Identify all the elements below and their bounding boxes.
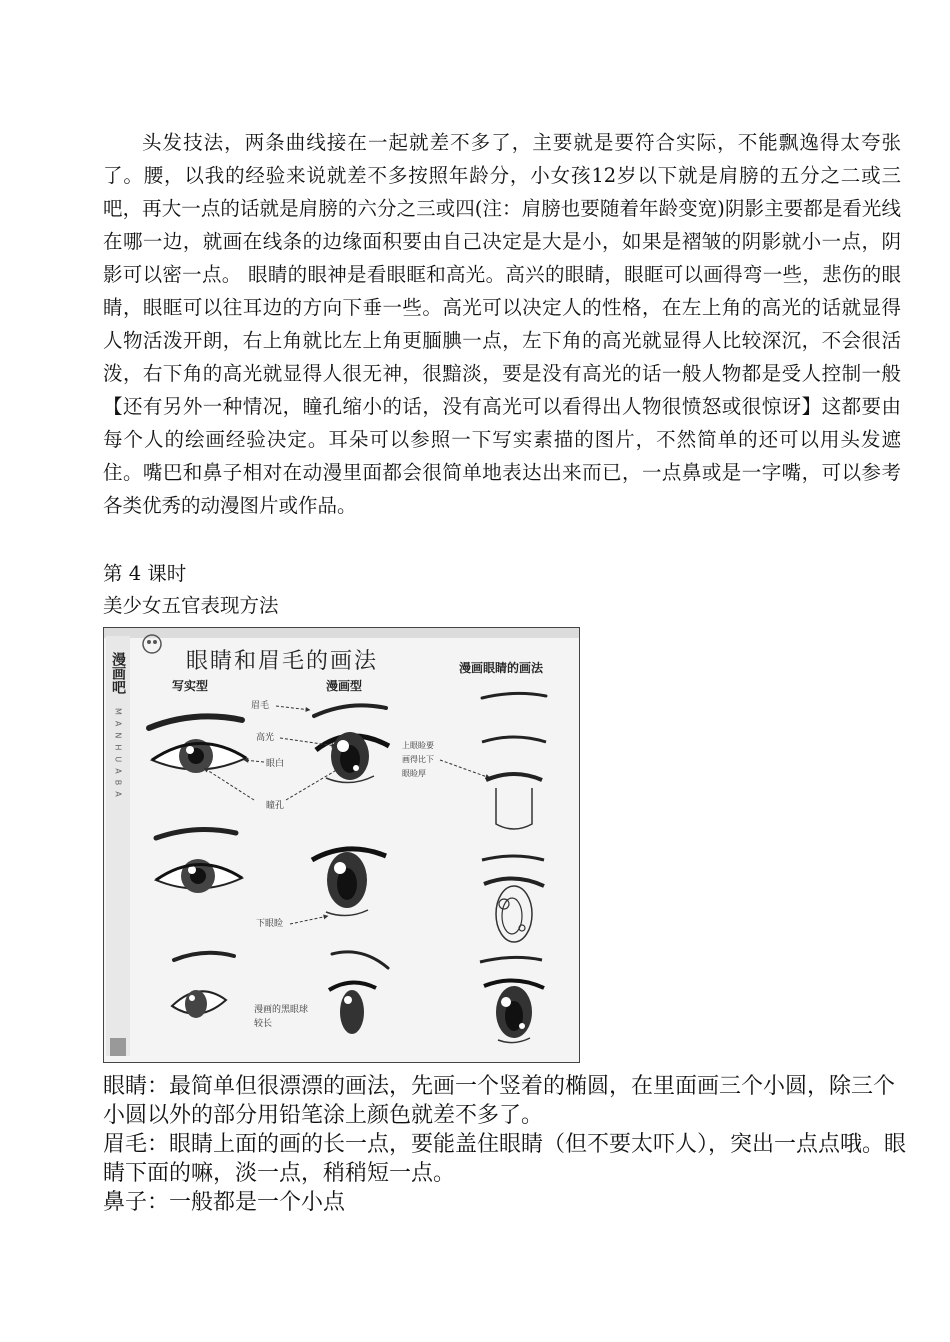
lesson-title: 美少女五官表现方法 [103, 594, 279, 617]
label-upper-lid-1: 上眼睑要 [402, 741, 434, 750]
notes-section [103, 1072, 915, 1217]
label-eye-white: 眼白 [266, 759, 285, 769]
lesson-number: 第 4 课时 [103, 562, 187, 585]
step-eye-outline [486, 774, 542, 829]
step-eyebrow-1 [482, 693, 546, 698]
realistic-eye-1 [152, 739, 246, 773]
label-black-note-2: 较长 [254, 1019, 273, 1029]
realistic-eyebrow-3 [174, 953, 234, 960]
column-realistic-label: 写实型 [172, 679, 209, 693]
eye-drawing-figure [103, 627, 580, 1063]
label-black-note-1: 漫画的黑眼球 [254, 1005, 309, 1015]
realistic-eye-3 [172, 990, 226, 1018]
manga-eye-3 [329, 982, 376, 1034]
realistic-eye-2 [156, 859, 242, 893]
label-pupil: 瞳孔 [266, 801, 285, 811]
label-eyebrow: 眉毛 [251, 701, 270, 711]
realistic-eyebrow-2 [156, 829, 236, 838]
figure-main-title: 眼睛和眉毛的画法 [186, 649, 379, 674]
manga-eyebrow-3 [332, 952, 388, 968]
label-lower-lid: 下眼睑 [256, 919, 284, 929]
step-eyebrow-3 [480, 957, 542, 962]
brand-vertical: MANHUABA [113, 708, 123, 803]
realistic-eyebrow-1 [149, 716, 242, 728]
step-lid-1 [482, 737, 546, 742]
manga-eye-2 [312, 849, 386, 916]
label-upper-lid-3: 眼睑厚 [402, 769, 426, 778]
step-eyebrow-2 [482, 856, 544, 860]
step-eye-final [484, 980, 544, 1042]
column-manga-label: 漫画型 [326, 679, 363, 693]
brand-logo: 漫画吧 [110, 652, 126, 694]
note-nose: 鼻子：一般都是一个小点 [103, 1190, 346, 1215]
body-paragraph: 头发技法，两条曲线接在一起就差不多了，主要就是要符合实际，不能飘逸得太夸张了。腰，以我的经验来说就差不多按照年龄分，小女孩12岁以下就是肩膀的五分之二或三吧，再大一点的话就是肩膀的六分之三或四(注：肩膀也要随着年龄变宽)阴影主要都是看光线在哪一边，就画在线条的边缘面积要由自己决定是大是小，如果是褶皱的阴影就小一点，阴影可以密一点。 眼睛的眼神是看眼眶和高光。高兴的眼睛，眼眶可以画得弯一些，悲伤的眼睛，眼眶可以往耳边的方向下垂一些。高光可以决定人的性格，在左上角的高光的话就显得人物活泼开朗，右上角就比左上角更腼腆一点，左下角的高光就显得人比较深沉，不会很活泼，右下角的高光就显得人很无神，很黯淡，要是没有高光的话一般人物都是受人控制一般【还有另外一种情况，瞳孔缩小的话，没有高光可以看得出人物很愤怒或很惊讶】这都要由每个人的绘画经验决定。耳朵可以参照一下写实素描的图片，不然简单的还可以用头发遮住。嘴巴和鼻子相对在动漫里面都会很简单地表达出来而已，一点鼻或是一字嘴，可以参考各类优秀的动漫图片或作品。 [103, 131, 901, 517]
label-highlight: 高光 [256, 733, 275, 743]
manga-eyebrow-1 [314, 705, 386, 716]
figure-side-title: 漫画眼睛的画法 [459, 661, 544, 675]
step-eye-circles [484, 878, 544, 942]
note-eyebrows: 眉毛：眼睛上面的画的长一点，要能盖住眼睛（但不要太吓人），突出一点点哦。眼睛下面的嘛，淡一点，稍稍短一点。 [103, 1132, 907, 1186]
note-eyes: 眼睛：最简单但很漂漂的画法，先画一个竖着的椭圆，在里面画三个小圆，除三个小圆以外的部分用铅笔涂上颜色就差不多了。 [103, 1074, 896, 1128]
label-upper-lid-2: 画得比下 [402, 755, 434, 764]
manga-eye-1 [316, 732, 389, 783]
